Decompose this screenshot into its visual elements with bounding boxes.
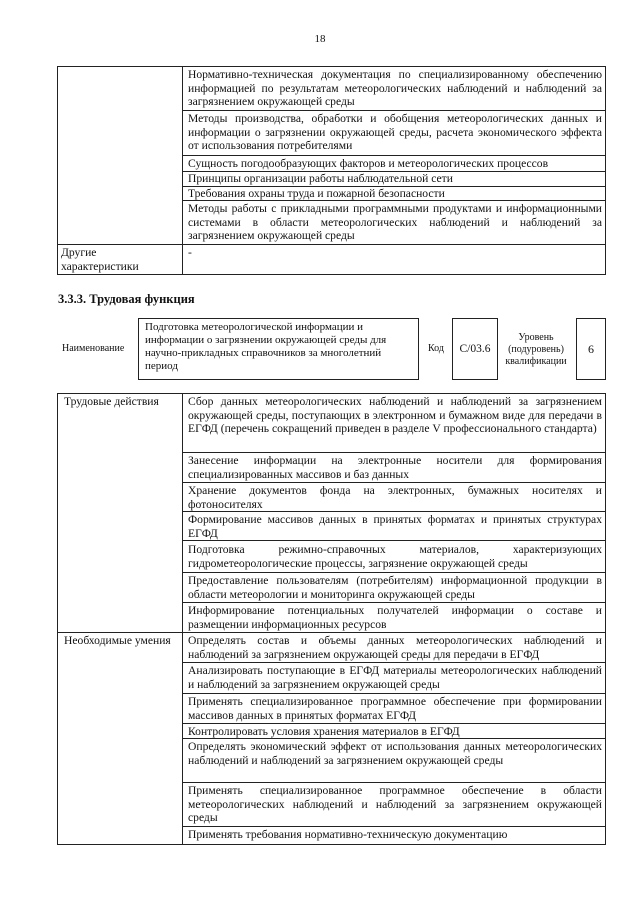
labor-action-item: Информирование потенциальных получателей информации о составе и размещении информационных ресурсов xyxy=(188,604,602,631)
knowledge-row-2: Методы производства, обработки и обобщения метеорологических данных и информации о загрязнении окружающей среды, расчета экономического эффекта от использования потребителями xyxy=(188,112,602,153)
knowledge-row-5: Требования охраны труда и пожарной безопасности xyxy=(188,187,445,200)
labor-action-item: Формирование массивов данных в принятых форматах и принятых структурах ЕГФД xyxy=(188,513,602,540)
skill-item: Применять специализированное программное обеспечение при формировании массивов данных в принятых форматах ЕГФД xyxy=(188,695,602,722)
labor-action-item: Занесение информации на электронные носители для формирования специализированных массивов и баз данных xyxy=(188,454,602,481)
other-characteristics-label: Другие характеристики xyxy=(61,246,139,273)
labor-actions-label: Трудовые действия xyxy=(64,395,159,408)
name-label: Наименование xyxy=(62,343,125,354)
section-heading: 3.3.3. Трудовая функция xyxy=(58,292,195,306)
other-characteristics-value: - xyxy=(188,246,192,259)
function-name: Подготовка метеорологической информации и информации о загрязнении окружающей среды для научно-прикладных справочников за многолетний период xyxy=(145,321,387,372)
name-box xyxy=(138,318,419,380)
level-value: 6 xyxy=(588,341,594,356)
skill-item: Применять специализированное программное обеспечение в области метеорологических наблюдений и наблюдений за загрязнением окружающей среды xyxy=(188,784,602,825)
page-number: 18 xyxy=(314,33,326,45)
labor-action-item: Предоставление пользователям (потребителям) информационной продукции в области метеорологии и мониторинга окружающей среды xyxy=(188,574,602,601)
skills-label: Необходимые умения xyxy=(64,634,171,647)
skill-item: Определять экономический эффект от использования данных метеорологических наблюдений и наблюдений за загрязнением окружающей среды xyxy=(188,740,602,767)
skill-item: Применять требования нормативно-техническую документацию xyxy=(188,828,508,841)
knowledge-row-6: Методы работы с прикладными программными продуктами и информационными системами в области метеорологических наблюдений и наблюдений за загрязнением окружающей среды xyxy=(188,202,602,243)
labor-action-item: Хранение документов фонда на электронных, бумажных носителях и фотоносителях xyxy=(188,484,602,511)
labor-action-item: Сбор данных метеорологических наблюдений и наблюдений за загрязнением окружающей среды, поступающих в электронном и бумажном виде для передачи в ЕГФД (перечень сокращений приведен в разделе V профессионального стандарта) xyxy=(188,395,602,436)
level-label: Уровень (подуровень) квалификации xyxy=(505,332,567,367)
knowledge-row-4: Принципы организации работы наблюдательной сети xyxy=(188,172,453,185)
labor-action-item: Подготовка режимно-справочных материалов, характеризующих гидрометеорологические процессы, загрязнение окружающей среды xyxy=(188,543,602,570)
knowledge-row-3: Сущность погодообразующих факторов и метеорологических процессов xyxy=(188,157,549,170)
code-value: C/03.6 xyxy=(459,343,491,355)
knowledge-row-1: Нормативно-техническая документация по специализированному обеспечению информацией по результатам метеорологических наблюдений и наблюдений за загрязнением окружающей среды xyxy=(188,68,602,109)
skill-item: Контролировать условия хранения материалов в ЕГФД xyxy=(188,725,460,738)
code-label: Код xyxy=(428,343,444,354)
code-box xyxy=(452,318,498,380)
skill-item: Анализировать поступающие в ЕГФД материалы метеорологических наблюдений и наблюдений за загрязнением окружающей среды xyxy=(188,664,602,691)
level-box xyxy=(576,318,606,380)
skill-item: Определять состав и объемы данных метеорологических наблюдений и наблюдений за загрязнением окружающей среды для передачи в ЕГФД xyxy=(188,634,602,661)
